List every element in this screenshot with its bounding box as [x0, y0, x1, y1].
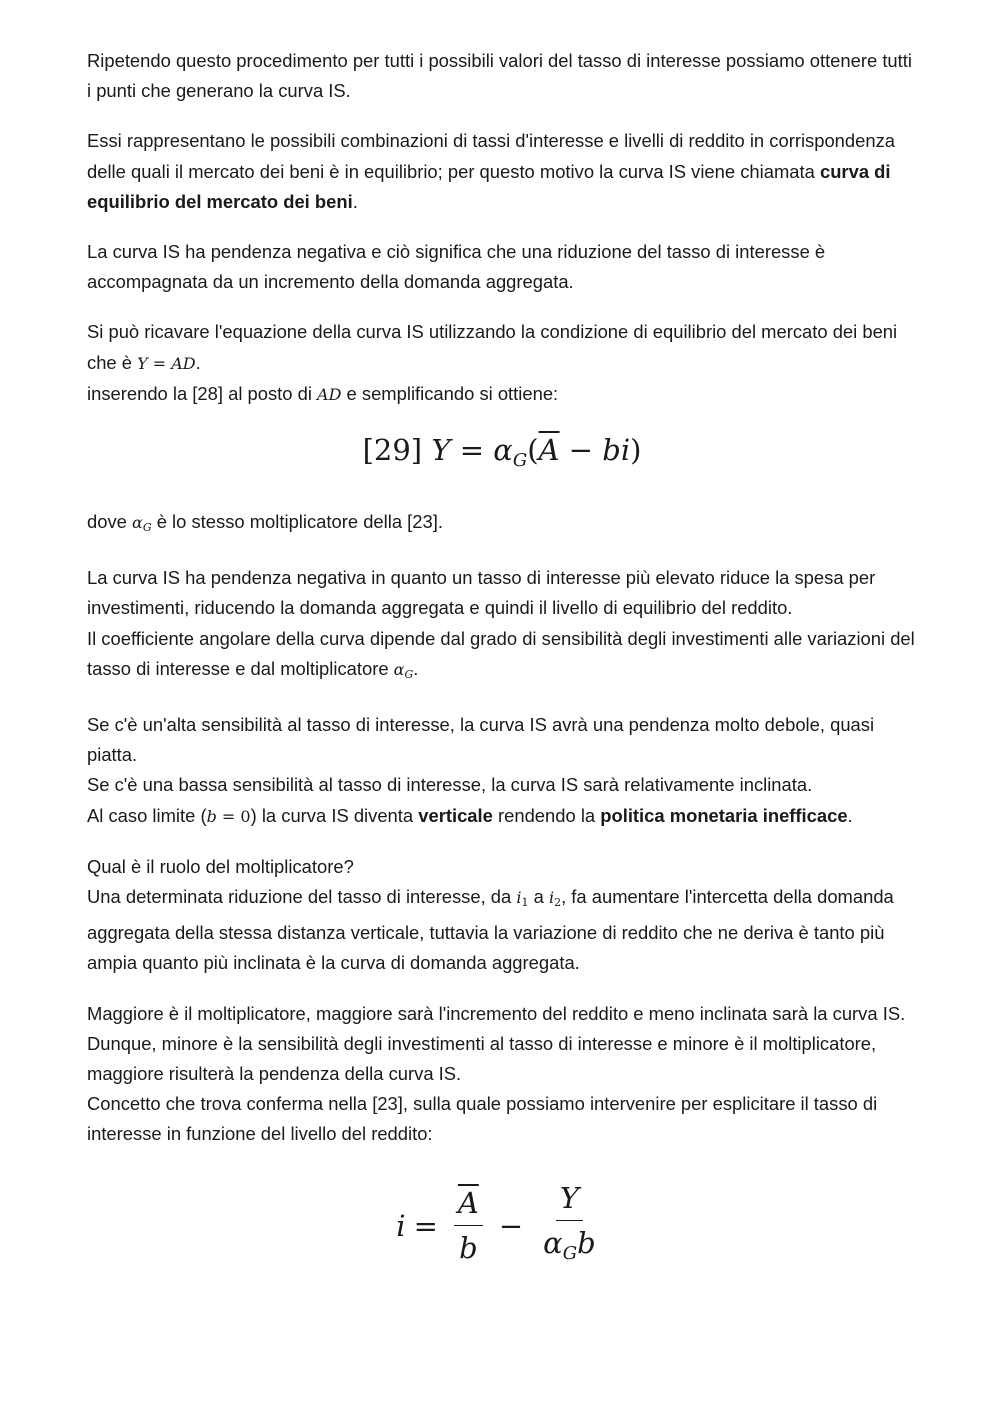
paragraph-9	[87, 999, 917, 1150]
math-equals: =	[413, 1208, 438, 1243]
math-minus: −	[498, 1208, 524, 1243]
text: Una determinata riduzione del tasso di interesse, da	[87, 886, 517, 908]
math-subscript: G	[142, 521, 152, 535]
text: e semplificando si ottiene:	[341, 382, 559, 404]
math-alpha: α	[132, 513, 143, 533]
paragraph-3: La curva IS ha pendenza negativa e ciò significa che una riduzione del tasso di interesse è accompagnata da un incremento della domanda aggregata.	[87, 241, 826, 293]
text: rendendo la	[492, 804, 601, 826]
paragraph-7	[87, 710, 917, 832]
text: .	[195, 351, 201, 373]
paragraph-4	[87, 317, 917, 410]
text: Se c'è un'alta sensibilità al tasso di interesse, la curva IS avrà una pendenza molto debole, quasi piatta.	[87, 714, 875, 766]
text: , fa aumentare l'intercetta della domanda aggregata della stessa distanza verticale, tuttavia la variazione di reddito che ne deriva è tanto più ampia quanto più inclinata è la curva di domanda aggregata.	[87, 886, 894, 974]
question: Qual è il ruolo del moltiplicatore?	[87, 855, 354, 877]
denominator	[455, 1226, 482, 1266]
text: Dunque, minore è la sensibilità degli investimenti al tasso di interesse e minore è il moltiplicatore, maggiore risulterà la pendenza della curva IS.	[87, 1032, 877, 1085]
math-b: b	[577, 1225, 596, 1260]
math-y: Y	[137, 353, 148, 373]
text: .	[847, 804, 853, 826]
math-subscript: 2	[554, 896, 562, 910]
math-alpha: α	[493, 433, 513, 468]
paragraph-1: Ripetendo questo procedimento per tutti i possibili valori del tasso di interesse possiamo ottenere tutti i punti che generano la curva IS.	[87, 50, 912, 102]
text: .	[352, 190, 358, 212]
math-i: i	[396, 1208, 406, 1243]
math-alpha: α	[393, 659, 405, 679]
math-i: i	[548, 888, 555, 908]
denominator	[539, 1221, 600, 1272]
eq-label: [29]	[362, 433, 432, 468]
math-equals: =	[450, 433, 494, 468]
math-ad: AD	[317, 384, 342, 404]
text: ) la curva IS diventa	[250, 804, 419, 826]
text: Il coefficiente angolare della curva dipende dal grado di sensibilità degli investimenti alle variazioni del tasso di interesse e dal moltiplicatore	[87, 627, 915, 679]
numerator	[556, 1180, 583, 1221]
math-subscript: G	[512, 450, 528, 472]
bold-term: verticale	[418, 804, 493, 826]
equation-29	[87, 430, 917, 481]
text: .	[413, 657, 419, 679]
paragraph-2	[87, 126, 917, 217]
math-paren: (	[527, 433, 539, 468]
text: Essi rappresentano le possibili combinazioni di tassi d'interesse e livelli di reddito in corrispondenza delle quali il mercato dei beni è in equilibrio; per questo motivo la curva IS viene chiamata	[87, 130, 896, 182]
math-b: b	[206, 806, 217, 826]
math-equals: =	[147, 353, 172, 373]
text: è lo stesso moltiplicatore della [23].	[151, 511, 443, 533]
document-page	[87, 46, 917, 1276]
bold-term: curva di equilibrio del mercato dei beni	[87, 160, 891, 212]
paragraph-5	[87, 507, 917, 543]
math-a-bar: $\overline{A}$	[457, 1186, 479, 1221]
math-y: Y	[559, 1180, 579, 1215]
text: Se c'è una bassa sensibilità al tasso di interesse, la curva IS sarà relativamente inclinata.	[87, 774, 813, 796]
math-subscript: G	[562, 1242, 578, 1264]
text: Si può ricavare l'equazione della curva IS utilizzando la condizione di equilibrio del mercato dei beni che è	[87, 321, 898, 373]
fraction-a-over-b	[454, 1185, 483, 1266]
text: La curva IS ha pendenza negativa in quanto un tasso di interesse più elevato riduce la spesa per investimenti, riducendo la domanda aggregata e quindi il livello di equilibrio del reddito.	[87, 567, 876, 619]
math-paren: )	[630, 433, 642, 468]
math-a-bar: $\overline{A}$	[538, 433, 560, 468]
text: inserendo la [28] al posto di	[87, 382, 318, 404]
text: Concetto che trova conferma nella [23], sulla quale possiamo intervenire per esplicitare il tasso di interesse in funzione del livello del reddito:	[87, 1093, 878, 1145]
math-bi: bi	[602, 433, 631, 468]
math-ad: AD	[171, 353, 196, 373]
math-subscript: G	[404, 667, 414, 681]
math-subscript: 1	[521, 896, 529, 910]
math-equals-zero: = 0	[216, 806, 251, 826]
text: a	[528, 886, 549, 908]
math-y: Y	[431, 433, 451, 468]
math-minus: −	[559, 433, 603, 468]
bold-term: politica monetaria inefficace	[600, 804, 848, 826]
math-b: b	[459, 1231, 478, 1266]
equation-i	[87, 1176, 917, 1276]
text: Maggiore è il moltiplicatore, maggiore sarà l'incremento del reddito e meno inclinata sarà la curva IS.	[87, 1002, 906, 1024]
paragraph-8	[87, 852, 917, 979]
math-alpha: α	[543, 1225, 563, 1260]
math-i: i	[516, 888, 522, 908]
text: dove	[87, 511, 132, 533]
numerator	[454, 1185, 483, 1226]
text: Al caso limite (	[87, 804, 207, 826]
paragraph-6	[87, 563, 917, 690]
fraction-y-over-alphab	[539, 1180, 600, 1272]
